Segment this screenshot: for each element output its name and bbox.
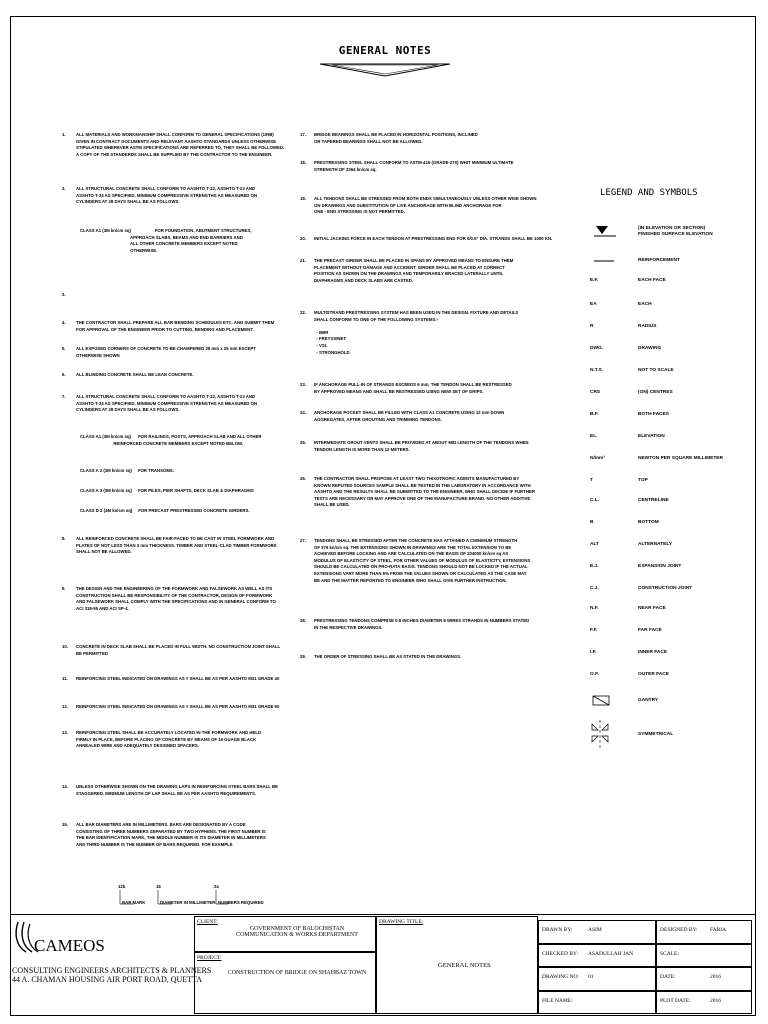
gantry-icon <box>592 694 612 708</box>
legend-key: DWG. <box>590 346 604 351</box>
note-number: 28. <box>300 618 306 623</box>
legend-key: F.F. <box>590 628 598 633</box>
note-number: 7. <box>62 394 66 399</box>
project-cell <box>194 952 376 1014</box>
legend-item <box>590 520 750 530</box>
legend-item <box>590 698 750 708</box>
title-block-border <box>10 914 756 915</box>
client-line-2: COMMUNICATION & WORKS DEPARTMENT <box>236 932 358 938</box>
note-number: 26. <box>300 476 306 481</box>
legend-value: TOP <box>638 478 648 483</box>
note-number: 3. <box>62 292 66 297</box>
legend-key: E.J. <box>590 564 599 569</box>
note-text: IF ANCHORAGE PULL-IN OF STRANDS EXCEEDS 6 mm, THE TENDON SHALL BE RESTRESSED BY APPROVED MEANS AND SHALL BE RESTRESSED USING NEW SET OF GRIPS. <box>314 382 512 394</box>
legend-item <box>590 390 750 400</box>
legend-item <box>590 606 750 616</box>
drawing-no-label: DRAWING NO: <box>542 974 579 980</box>
note-text: TENDONS SHALL BE STRESSED AFTER THE CONCRETE HAS ATTAINED A CMINIMUM STRENGTH OF 376 kn/cm sq. THE EXTENSIONS SHOWN IN DRAWINGS ARE THE TOTAL EXTENSION TO BE ACHIEVED BEFORE LOCKING AND ARE CALCULATED ON THE BASIS OF 204000 kn/cm sq AS MODULUS OF ELASTICITY OF STEEL. FOR OTHER VALUES OF MODULUS OF ELASTICITY, EXTENSIONS SHOULD BE CALCULATED ON PRO-RATA BASIS. TENDONS SHOULD NOT BE LOCKED IF THE ACTUAL EXTENSIONS VARY MORE THAN 5% FROM THE VALUES SHOWN OR CALCULATED AS THE CASE MAY BE AND THE MATTER REPORTED TO ENGINEER WHO SHALL GIVE FURTHER INSTRUCTION. <box>314 538 531 583</box>
designed-by-label: DESIGNED BY: <box>660 927 698 933</box>
bar-number-label: NUMBERS REQUIRED <box>218 900 264 905</box>
legend-item <box>590 498 750 508</box>
note-number: 14. <box>62 784 68 789</box>
note-number: 4. <box>62 320 66 325</box>
note-number: 21. <box>300 258 306 263</box>
note-number: 15. <box>62 822 68 827</box>
note-number: 19. <box>300 196 306 201</box>
note-number: 1. <box>62 132 66 137</box>
legend-item <box>590 278 750 288</box>
legend-value: (ON) CENTRES <box>638 390 673 395</box>
company-logo-text: CAMEOS <box>34 936 105 955</box>
legend-key: O.F. <box>590 672 599 677</box>
note-text: CLASS A 2 (3M kn/cm sq) FOR TRANSOMS. <box>80 468 174 473</box>
legend-key: N.F. <box>590 606 599 611</box>
legend-key: CRS <box>590 390 601 395</box>
note-number: 2. <box>62 186 66 191</box>
note-text: ALL REINFORCED CONCRETE SHALL BE FAIR-FACED TO BE CAST IN STEEL FORMWORK AND PLATES OF NOT LESS THAN 3 mm THICKNESS. TIMBER AND STEEL-CLAD TIMBER FORMWORK SHALL NOT BE ALLOWED. <box>76 536 277 555</box>
legend-key: EL. <box>590 434 598 439</box>
legend-item <box>590 672 750 682</box>
bar-diameter-label: DIAMETER IN MILLIMETER <box>160 900 216 905</box>
company-address: 44 A. CHAMAN HOUSING AIR PORT ROAD, QUETTA <box>12 975 203 984</box>
legend-item <box>590 628 750 638</box>
legend-value: DRAWING <box>638 346 662 351</box>
legend-item <box>590 564 750 574</box>
legend-item <box>590 542 750 552</box>
page-title: GENERAL NOTES <box>338 44 432 57</box>
note-text: ANCHORAGE POCKET SHALL BE FILLED WITH CLASS A1 CONCRETE USING 12 mm DOWN AGGREGATES, AFTER GROUTING AND TRIMMING TENDONS. <box>314 410 505 422</box>
legend-item <box>590 650 750 660</box>
legend-key: C.J. <box>590 586 599 591</box>
drawing-no-value: 01 <box>588 974 594 980</box>
legend-value: ALTERNATELY <box>638 542 673 547</box>
legend-item <box>590 302 750 312</box>
drawing-title: GENERAL NOTES <box>438 962 491 969</box>
legend-value: BOTTOM <box>638 520 659 525</box>
plot-date-label: PLOT DATE: <box>660 997 691 1004</box>
designed-by-value: FARIA <box>710 927 727 933</box>
legend-value: NEWTON PER SQUARE MILLIMETER <box>638 456 723 461</box>
file-name-label: FILE NAME: <box>542 997 573 1004</box>
legend-key: N/mm² <box>590 456 605 461</box>
note-text: CLASS A1 (3M kn/cm sq) FOR FOUNDATION, ABUTMENT STRUCTURES, APPROACH SLABS, BEAMS AND END BARRIERS AND ALL OTHER CONCRETE MEMBERS EXCEPT NOTED OTHERWISE. <box>80 228 252 253</box>
legend-item <box>590 478 750 488</box>
note-number: 18. <box>300 160 306 165</box>
bar-code-b: 16 <box>156 884 161 889</box>
legend-key: T <box>590 478 593 483</box>
legend-value: SYMMETRICAL <box>638 732 674 737</box>
note-text: CLASS A 3 (3M kn/cm sq) FOR PILES, PIER SHAFTS, DECK SLAB & DIAPHRAGMS <box>80 488 254 493</box>
note-text: ALL EXPOSED CORNERS OF CONCRETE TO BE CHAMFERED 25 mm x 25 mm EXCEPT OTHERWISE SHOWN <box>76 346 256 358</box>
note-number: 23. <box>300 382 306 387</box>
bar-code-a: 12b <box>118 884 126 889</box>
legend-value: NEAR FACE <box>638 606 666 611</box>
legend-item <box>590 346 750 356</box>
elevation-marker-icon <box>594 224 624 244</box>
note-number: 8. <box>62 536 66 541</box>
note-text: BRIDGE BEARINGS SHALL BE PLACED IN HORIZONTAL POSITIONS, INCLINED OR TAPERED BEARINGS SHALL NOT BE ALLOWED. <box>314 132 478 144</box>
company-name: CONSULTING ENGINEERS ARCHITECTS & PLANNERS <box>12 966 212 975</box>
reinforcement-line-icon <box>594 258 618 264</box>
bar-code-c: 24 <box>214 884 219 889</box>
note-number: 6. <box>62 372 66 377</box>
client-label: CLIENT: <box>197 919 218 925</box>
date-value: 2016 <box>710 974 721 980</box>
note-text: INTERMEDIATE GROUT VENTS SHALL BE PROVIDED AT ABOUT MID LENGTH OF THE TENDONS WHEN TENDON LENGTH IS MORE THAN 12 METERS. <box>314 440 529 452</box>
legend-item <box>590 456 750 466</box>
client-name <box>222 926 372 938</box>
symmetrical-icon <box>588 720 612 750</box>
note-text: THE PRECAST GIRDER SHALL BE PLACED IN SPANS BY APPROVED MEANS TO ENSURE THEM PLACEMENT WITHOUT DAMAGE AND ACCIDENT. GIRDER SHALL BE PLACED AT CORRECT POSITION AS SHOWN ON THE DRAWINGS AND TEMPORARILY BRACED LATERALLY UNTIL DIAPHRAGMS AND DECK SLABS ARE CASTED. <box>314 258 514 283</box>
legend-value: INNER FACE <box>638 650 668 655</box>
legend-title: LEGEND AND SYMBOLS <box>600 188 698 198</box>
legend-value: EACH <box>638 302 652 307</box>
legend-item <box>590 586 750 596</box>
note-number: 10. <box>62 644 68 649</box>
legend-key: I.F. <box>590 650 597 655</box>
note-text: PRESTRESSING TENDONS COMPRISE 0.5 INCHES DIAMETER 8 WIRES STRANDS IN NUMBERS STATED IN THE RESPECTIVE DRAWINGS. <box>314 618 530 630</box>
legend-value: NOT TO SCALE <box>638 368 674 373</box>
note-text: ALL TENDONS SHALL BE STRESSED FROM BOTH ENDS SIMULTANEOUSLY UNLESS OTHER WISE SHOWN ON DRAWINGS AND SUBSTITUTION OF LIVE ANCHORAGE WITH BLIND ANCHORAGE FOR ONE - END STRESSING IS NOT PERMITTED. <box>314 196 537 215</box>
bar-mark-label: BAR MARK <box>122 900 146 905</box>
note-number: 11. <box>62 676 68 681</box>
note-text: CLASS A1 (3M kn/cm sq) FOR RAILINGS, POSTS, APPROACH SLAB AND ALL OTHER REINFORCED CONCRETE MEMBERS EXCEPT NOTED BELOW. <box>80 434 262 446</box>
note-number: 17. <box>300 132 306 137</box>
bar-code-leaders <box>110 888 290 910</box>
checked-by-value: ASADULLAH JAN <box>588 950 634 957</box>
company-info <box>12 966 211 984</box>
note-number: 29. <box>300 654 306 659</box>
legend-value: REINFORCEMENT <box>638 258 680 263</box>
legend-value: OUTER FACE <box>638 672 669 677</box>
note-text: ALL STRUCTURAL CONCRETE SHALL CONFORM TO AASHTO T-22, ASSHTO T-23 AND ASSHTO T-24 AS SPECIFIED. MINIMUM COMPRESSIVE STRENGTHS AS MEASURED ON CYLINDERS AT 28 DAYS SHALL BE AS FOLLOWS. <box>76 394 258 413</box>
project-label: PROJECT: <box>197 955 222 961</box>
legend-key: C.L. <box>590 498 600 503</box>
note-text: REINFORCING STEEL SHALL BE ACCURATELY LOCATED IN THE FORMWORK AND HELD FIRMLY IN PLACE, BEFORE PLACING OF CONCRETE BY MEANS OF 16 GUAGE BLACK ANNEALED WIRE AND ADEQUATELY DESIGNED SPACERS. <box>76 730 262 749</box>
note-text: INITIAL JACKING FORCE IN EACH TENDON AT PRESTRESSING END FOR 0/0.5" DIA. STRANDS SHALL BE 1000 KN. <box>314 236 553 241</box>
drawn-by-label: DRAWN BY: <box>542 927 573 933</box>
note-text: ALL BLINDING CONCRETE SHALL BE LEAN CONCRETE. <box>76 372 194 377</box>
bar-code-example <box>110 880 290 910</box>
client-line-1: GOVERNMENT OF BALOCHISTAN <box>249 926 345 932</box>
note-number: 27. <box>300 538 306 543</box>
note-number: 25. <box>300 440 306 445</box>
legend-value: EXPANSION JOINT <box>638 564 682 569</box>
note-text: ALL STRUCTURAL CONCRETE SHALL CONFORM TO AASHTO T-22, ASSHTO T-23 AND ASSHTO T-24 AS SPECIFIED. MINIMUM COMPRESSIVE STRENGTHS AS MEASURED ON CYLINDERS AT 28 DAYS SHALL BE AS FOLLOWS: <box>76 186 258 205</box>
project-name: CONSTRUCTION OF BRIDGE ON SHAHBAZ TOWN <box>227 970 367 976</box>
note-text: THE CONTRACTOR SHALL PREPARE ALL BAR BENDING SCHEDULES ETC. AND SUBMIT THEM FOR APPROVAL OF THE ENGINEER PRIOR TO CUTTING, BENDING AND PLACEMENT. <box>76 320 275 332</box>
scale-label: SCALE: <box>660 950 679 957</box>
note-number: 9. <box>62 586 66 591</box>
legend-value: CENTRELINE <box>638 498 669 503</box>
legend-key: B.F. <box>590 412 599 417</box>
checked-by-label: CHECKED BY: <box>542 950 579 957</box>
legend-value: (IN ELEVATION OR SECTION) FINISHED SURFACE ELEVATION <box>638 226 713 237</box>
legend-value: GANTRY <box>638 698 659 703</box>
note-text: REINFORCING STEEL INDICATED ON DRAWINGS AS # SHALL BE AS PER AASHTO M31 GRADE 60 <box>76 704 280 709</box>
note-text: MULTISTRAND PRESTRESSING SYSTEM HAS BEEN USED IN THE DESIGN. FIXTURE AND DETAILS SHALL CONFORM TO ONE OF THE FOLLOWING SYSTEMS:- - BBR - FREYSSINET - VSL - STRONGHOLD <box>314 310 519 355</box>
note-number: 20. <box>300 236 306 241</box>
note-text: THE ORDER OF STRESSING SHALL BE AS STATED IN THE DRAWINGS. <box>314 654 462 659</box>
note-text: ALL MATERIALS AND WORKMANSHIP SHALL CONFORM TO GENERAL SPECIFICATIONS (1998) GIVEN IN CONTRACT DOCUMENTS AND RELEVANT AASHTO STANDARDS UNLESS OTHERWISE STIPULATED WHEREVER ASTM SPECIFICATIONS ARE REFERRED TO, THEY SHALL BE FOLLOWED. A COPY OF THE STANDERDS SHALL BE SUPPLIED BY THE CONTRACTOR TO THE ENGINEER. <box>76 132 285 157</box>
note-text: CLASS D 2 (4M kn/cm sq) FOR PRECAST PRESTRESSED CONCRETE GIRDERS. <box>80 508 250 513</box>
note-text: CONCRETE IN DECK SLAB SHALL BE PLACED IN FULL WIDTH. NO CONSTRUCTION JOINT SHALL BE PERMITTED <box>76 644 281 656</box>
note-number: 24. <box>300 410 306 415</box>
legend-value: CONSTRUCTION JOINT <box>638 586 693 591</box>
legend-key: E.F. <box>590 278 599 283</box>
note-number: 22. <box>300 310 306 315</box>
legend-value: BOTH FACES <box>638 412 669 417</box>
legend-key: R <box>590 324 594 329</box>
legend-item <box>590 368 750 378</box>
date-label: DATE: <box>660 974 676 980</box>
legend-item <box>590 412 750 422</box>
legend-key: ALT <box>590 542 599 547</box>
note-text: REINFORCING STEEL INDICATED ON DRAWINGS AS # SHALL BE AS PER AASHTO M31 GRADE 40 <box>76 676 280 681</box>
note-text: ALL BAR DIAMETERS ARE IN MILLIMETERS. BARS ARE DESIGNATED BY A CODE CONSISTING OF THREE NUMBERS SEPARATED BY TWO HYPHENS. THE FIRST NUMBER IS THE BAR IDENTIFICATION MARK, THE MIDDLE NUMBER IS ITS DIAMETER IN MILLIMETERS AND THIRD NUMBER IS THE NUMBER OF BARS REQUIRED. FOR EXAMPLE <box>76 822 266 847</box>
note-number: 5. <box>62 346 66 351</box>
plot-date-value: 2016 <box>710 997 721 1004</box>
legend-key: N.T.S. <box>590 368 604 373</box>
legend-value: RADIUS <box>638 324 657 329</box>
legend-value: ELEVATION <box>638 434 665 439</box>
legend-item <box>590 434 750 444</box>
title-arrow-icon <box>320 60 450 80</box>
note-text: THE CONTRACTOR SHALL PROPOSE AT LEAST TWO THIXOTROPIC AGENTS MANUFACTURED BY KNOWN REPUTED SOURCES SAMPLE SHALL BE TESTED IN THE LABORATORY IN ACCORDANCE WITH AASHTO AND THE RESULTS SHALL BE SUBMITTED TO THE ENGINEER, WHO SHALL DECIDE IF FURTHER TESTS ARE NECESSARY OR MAY APPROVE ONE OF THE MANUFACTURE BRAND. NO OTHER ADDITIVE SHALL BE USED. <box>314 476 535 508</box>
legend-value: FAR FACE <box>638 628 662 633</box>
note-number: 12. <box>62 704 68 709</box>
legend-key: EA <box>590 302 597 307</box>
legend-item <box>590 324 750 334</box>
note-number: 13. <box>62 730 68 735</box>
legend-key: B <box>590 520 594 525</box>
note-text: PRESTRESSING STEEL SHALL CONFORM TO ASTM-416 (GRADE-270) WHIT MINIMUM ULTIMATE STRENGTH OF 2264 kn/cm sq. <box>314 160 514 172</box>
note-text: UNLESS OTHERWISE SHOWN ON THE DRAWING LAPS IN REINFORCING STEEL BARS SHALL BE STAGGERED. MINIMUM LENGTH OF LAP SHALL BE AS PER AASHTO REQUIREMENTS. <box>76 784 278 796</box>
drawn-by-value: ASIM <box>588 927 602 933</box>
note-text: THE DESIGN AND THE ENGINEERING OF THE FORMWORK AND FALSEWORK AS WELL AS ITS CONSTRUCTION SHALL BE RESPONSIBILITY OF THE CONTRACTOR, DESIGN OF FORMWORK AND FALSEWORK SHALL COMPLY WITH THE SPECIFICATIONS AND IN GENERAL CONFORM TO ACI 318-95 AND ACI SP-4. <box>76 586 276 611</box>
legend-value: EACH FACE <box>638 278 666 283</box>
legend-item <box>590 732 750 742</box>
drawing-title-label: DRAWING TITLE: <box>379 919 424 925</box>
